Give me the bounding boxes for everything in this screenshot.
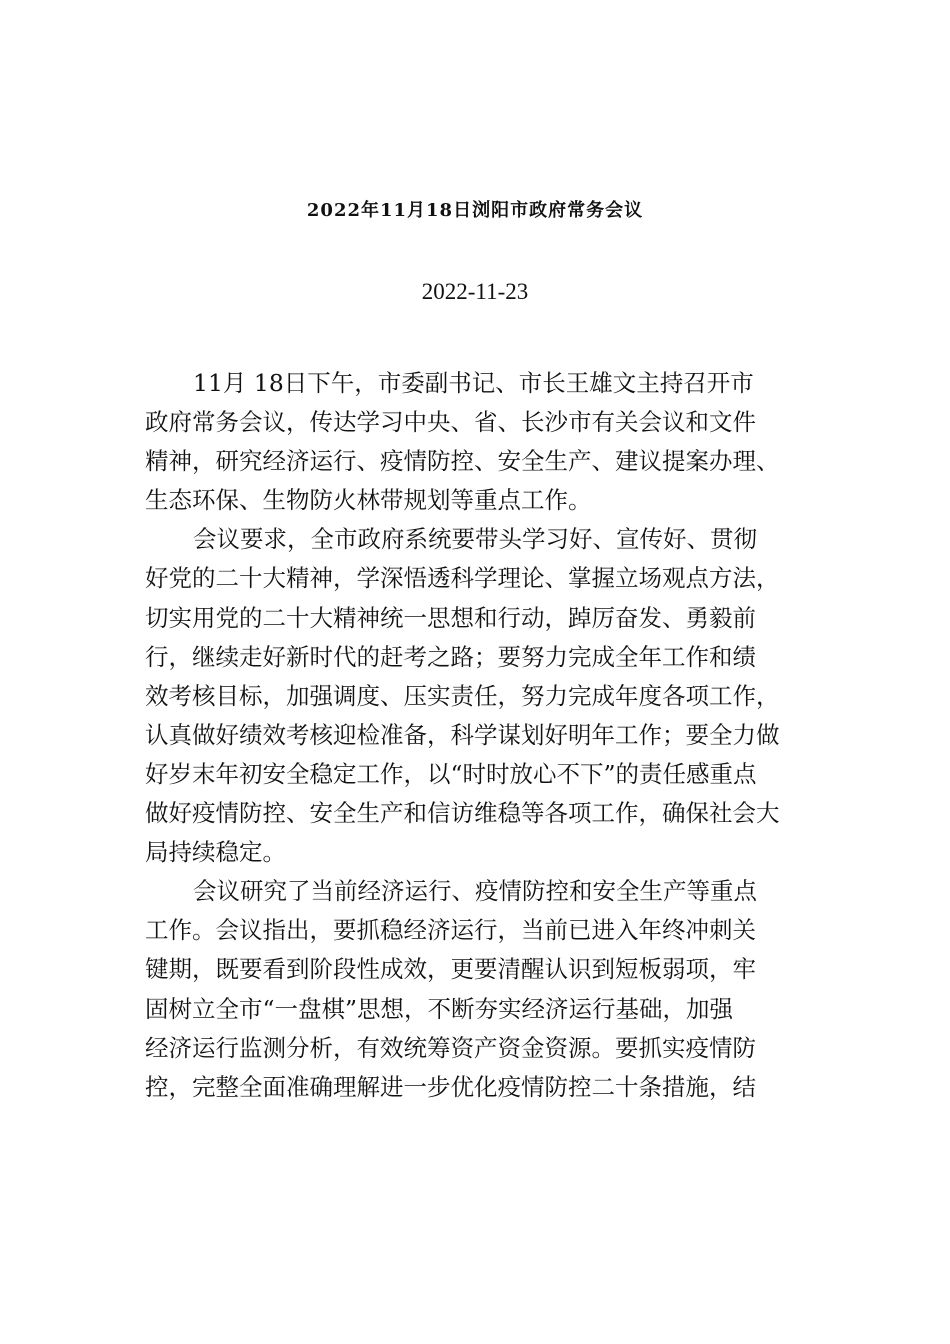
body-line: 会议要求，全市政府系统要带头学习好、宣传好、贯彻 — [193, 525, 757, 554]
document-date: 2022-11-23 — [421, 279, 529, 304]
body-line: 固树立全市“一盘棋”思想，不断夯实经济运行基础，加强 — [145, 994, 734, 1023]
body-line: 键期，既要看到阶段性成效，更要清醒认识到短板弱项，牢 — [145, 955, 756, 984]
body-line: 做好疫情防控、安全生产和信访维稳等各项工作，确保社会大 — [145, 799, 780, 828]
body-line: 行，继续走好新时代的赶考之路；要努力完成全年工作和绩 — [145, 642, 756, 671]
body-line: 控，完整全面准确理解进一步优化疫情防控二十条措施，结 — [145, 1072, 756, 1101]
body-line: 好党的二十大精神，学深悟透科学理论、掌握立场观点方法， — [145, 564, 780, 593]
body-line: 局持续稳定。 — [145, 838, 286, 867]
body-line: 会议研究了当前经济运行、疫情防控和安全生产等重点 — [193, 877, 757, 906]
body-line: 工作。会议指出，要抓稳经济运行，当前已进入年终冲刺关 — [145, 916, 756, 945]
document-title: 2022年11月18日浏阳市政府常务会议 — [306, 200, 644, 221]
body-line: 切实用党的二十大精神统一思想和行动，踔厉奋发、勇毅前 — [145, 603, 756, 632]
body-line: 效考核目标，加强调度、压实责任，努力完成年度各项工作， — [145, 681, 780, 710]
body-line: 生态环保、生物防火林带规划等重点工作。 — [145, 486, 592, 515]
body-line: 好岁末年初安全稳定工作，以“时时放心不下”的责任感重点 — [145, 759, 757, 788]
body-line: 11月 18日下午，市委副书记、市长王雄文主持召开市 — [193, 369, 754, 397]
body-line: 经济运行监测分析，有效统筹资产资金资源。要抓实疫情防 — [145, 1033, 756, 1062]
body-line: 政府常务会议，传达学习中央、省、长沙市有关会议和文件 — [145, 408, 756, 437]
body-line: 认真做好绩效考核迎检准备，科学谋划好明年工作；要全力做 — [145, 720, 780, 749]
document-body — [145, 364, 815, 1107]
body-line: 精神，研究经济运行、疫情防控、安全生产、建议提案办理、 — [145, 447, 780, 476]
